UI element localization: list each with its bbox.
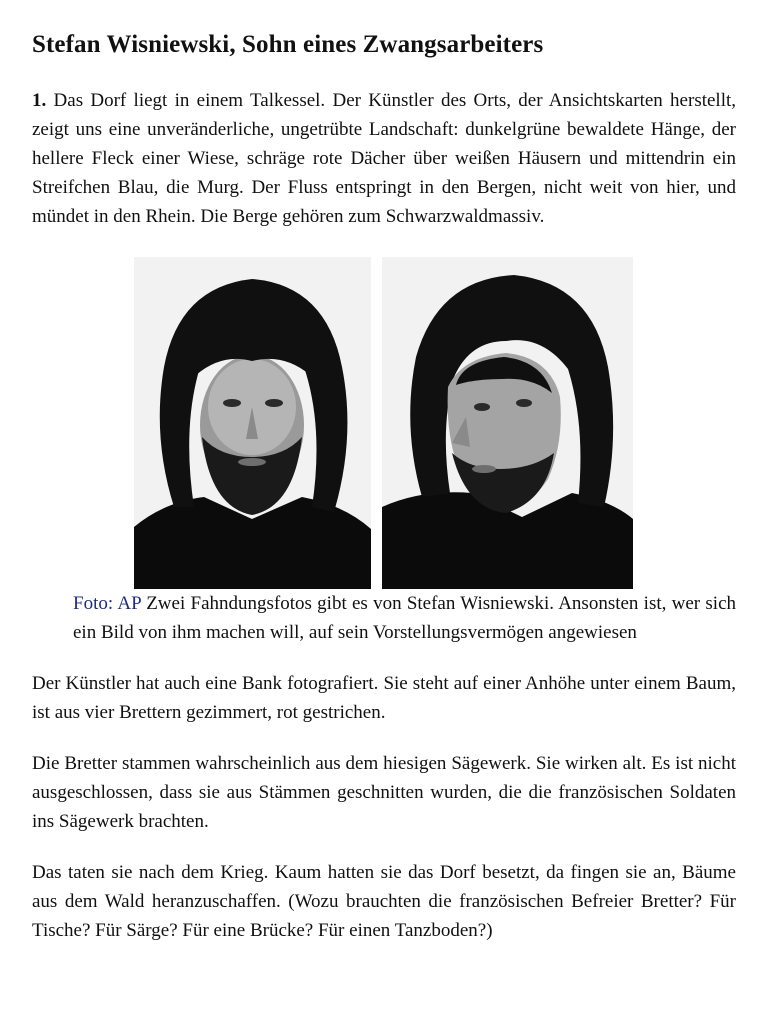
article-title: Stefan Wisniewski, Sohn eines Zwangsarbeiters <box>32 31 544 58</box>
paragraph-1-text: Das Dorf liegt in einem Talkessel. Der Künstler des Orts, der Ansichtskarten herstellt, zeigt uns eine unveränderliche, ungetrübte Landschaft: dunkelgrüne bewaldete Hänge, der hellere Fleck einer Wiese, schräge rote Dächer über weißen Häusern und mittendrin ein Streifchen Blau, die Murg. Der Fluss entspringt in den Bergen, nicht weit von hier, und mündet in den Rhein. Die Berge gehören zum Schwarzwaldmassiv. <box>32 90 737 227</box>
document-page <box>32 26 736 945</box>
mugshot-frontal-image <box>134 257 371 589</box>
caption-label: Foto: <box>73 593 114 614</box>
paragraph-3: Die Bretter stammen wahrscheinlich aus dem hiesigen Sägewerk. Sie wirken alt. Es ist nicht ausgeschlossen, dass sie aus Stämmen geschnitten wurden, die die französischen Soldaten ins Sägewerk brachten. <box>32 753 736 832</box>
portrait-frontal-icon <box>134 257 371 589</box>
caption-source-link[interactable]: AP <box>117 593 141 614</box>
caption-text: Zwei Fahndungsfotos gibt es von Stefan Wisniewski. Ansonsten ist, wer sich ein Bild von ihm machen will, auf sein Vorstellungsvermögen angewiesen <box>73 593 736 643</box>
mugshot-profile-image <box>382 257 633 589</box>
portrait-profile-icon <box>382 257 633 589</box>
photo-figure <box>32 257 736 589</box>
section-number: 1. <box>32 90 47 111</box>
paragraph-4: Das taten sie nach dem Krieg. Kaum hatten sie das Dorf besetzt, da fingen sie an, Bäume aus dem Wald heranzuschaffen. (Wozu brauchten die französischen Befreier Bretter? Für Tische? Für Särge? Für eine Brücke? Für einen Tanzboden?) <box>32 862 736 941</box>
paragraph-1 <box>32 86 736 231</box>
paragraph-2: Der Künstler hat auch eine Bank fotografiert. Sie steht auf einer Anhöhe unter einem Baum, ist aus vier Brettern gezimmert, rot gestrichen. <box>32 673 736 723</box>
photo-caption <box>73 589 736 647</box>
